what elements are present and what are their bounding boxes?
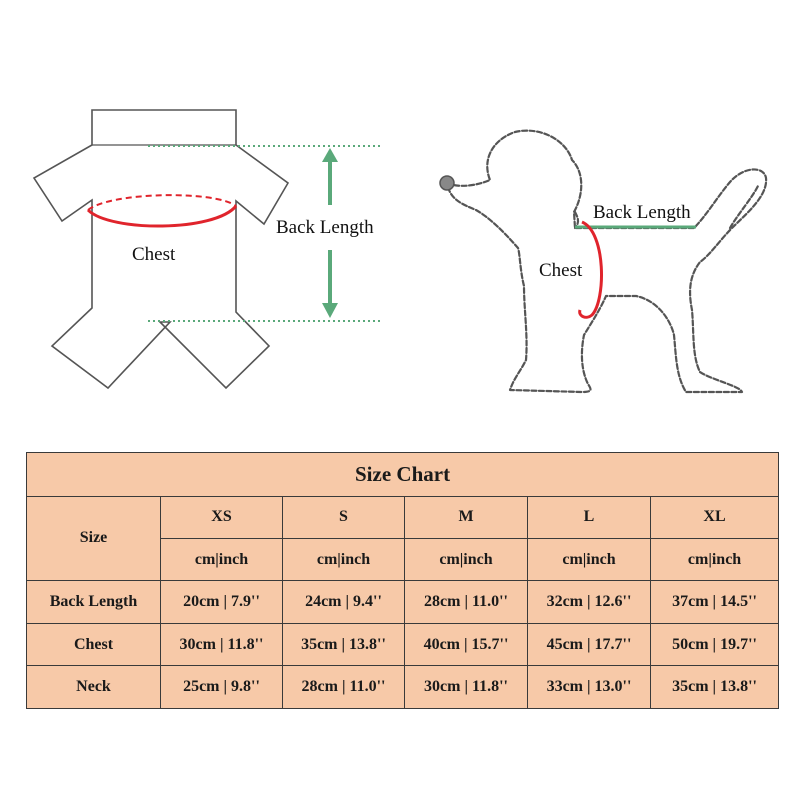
table-cell: 30cm | 11.8'' — [405, 666, 528, 709]
table-cell: 40cm | 15.7'' — [405, 623, 528, 665]
garment-chest-label: Chest — [132, 244, 176, 265]
table-cell: 35cm | 13.8'' — [651, 666, 779, 709]
table-row — [27, 666, 779, 709]
table-cell: 28cm | 11.0'' — [283, 666, 405, 709]
table-cell: 28cm | 11.0'' — [405, 581, 528, 623]
garment-back-length-label: Back Length — [276, 217, 374, 238]
dog-nose-icon — [440, 176, 454, 190]
size-chart-table — [26, 452, 779, 709]
table-cell: 32cm | 12.6'' — [528, 581, 651, 623]
table-cell: 33cm | 13.0'' — [528, 666, 651, 709]
table-cell: 30cm | 11.8'' — [161, 623, 283, 665]
size-chart-title: Size Chart — [27, 453, 779, 497]
unit-label: cm|inch — [161, 538, 283, 580]
size-xs: XS — [161, 496, 283, 538]
table-row — [27, 623, 779, 665]
dog-chest-label: Chest — [539, 260, 583, 281]
size-s: S — [283, 496, 405, 538]
dog-outline — [447, 131, 766, 392]
unit-label: cm|inch — [528, 538, 651, 580]
row-label-chest: Chest — [27, 623, 161, 665]
row-label-back-length: Back Length — [27, 581, 161, 623]
size-header: Size — [27, 496, 161, 581]
dog-chest-line — [580, 222, 602, 317]
unit-label: cm|inch — [651, 538, 779, 580]
table-row — [27, 581, 779, 623]
table-cell: 25cm | 9.8'' — [161, 666, 283, 709]
size-xl: XL — [651, 496, 779, 538]
table-cell: 20cm | 7.9'' — [161, 581, 283, 623]
size-m: M — [405, 496, 528, 538]
size-l: L — [528, 496, 651, 538]
unit-label: cm|inch — [405, 538, 528, 580]
table-cell: 24cm | 9.4'' — [283, 581, 405, 623]
table-cell: 45cm | 17.7'' — [528, 623, 651, 665]
dog-back-length-label: Back Length — [593, 202, 691, 223]
table-cell: 35cm | 13.8'' — [283, 623, 405, 665]
row-label-neck: Neck — [27, 666, 161, 709]
unit-label: cm|inch — [283, 538, 405, 580]
table-cell: 37cm | 14.5'' — [651, 581, 779, 623]
table-cell: 50cm | 19.7'' — [651, 623, 779, 665]
